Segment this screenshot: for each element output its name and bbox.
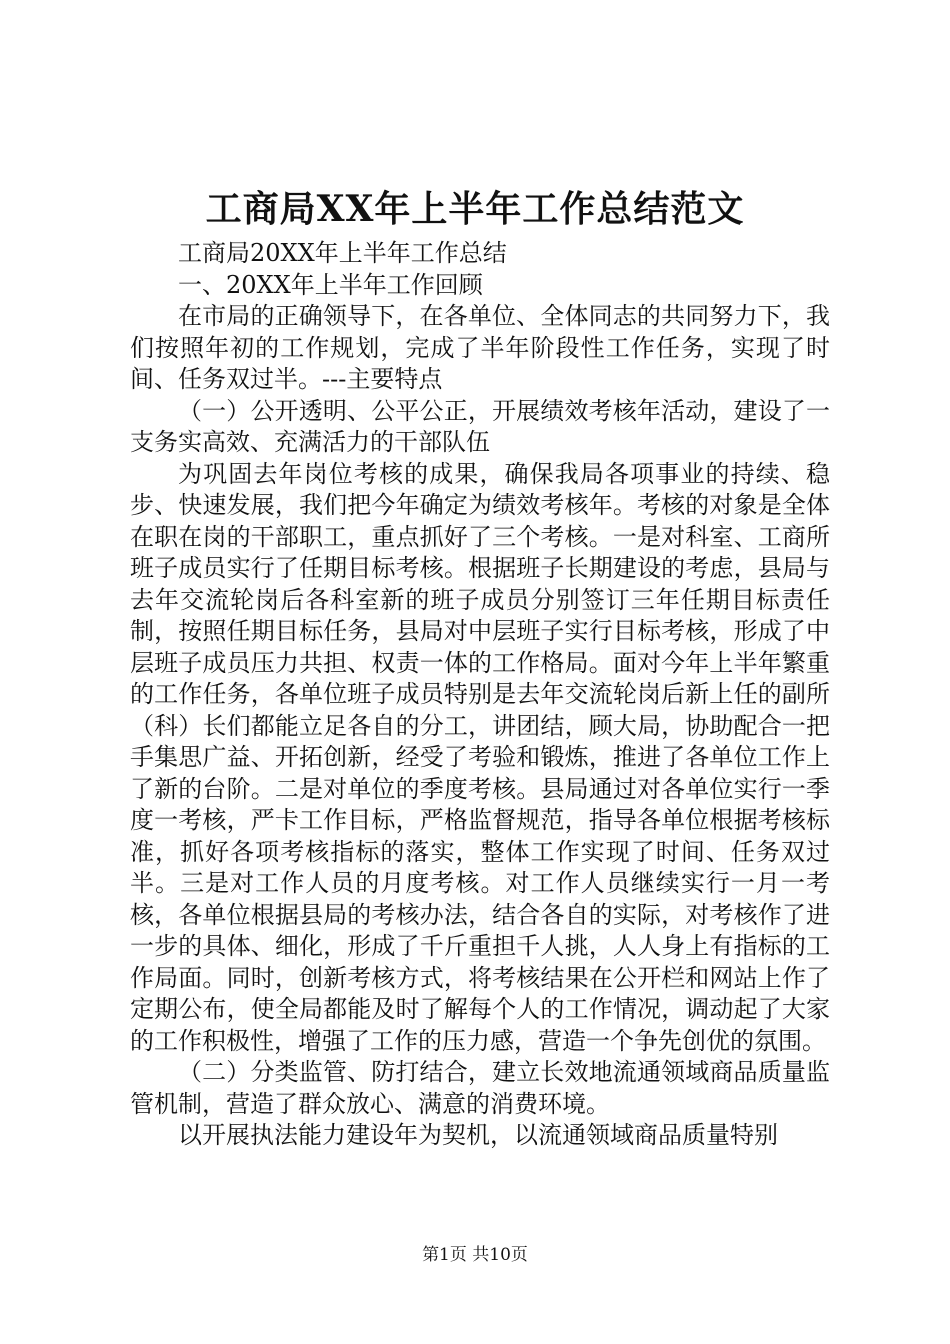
paragraph-subheading-1: （一）公开透明、公平公正，开展绩效考核年活动，建设了一支务实高效、充满活力的干部队伍 <box>130 396 830 456</box>
page-footer: 第1页 共10页 <box>422 1245 528 1265</box>
paragraph-section-heading: 一、20XX年上半年工作回顾 <box>178 270 483 299</box>
paragraph-assessment: 为巩固去年岗位考核的成果，确保我局各项事业的持续、稳步、快速发展，我们把今年确定为绩效考核年。考核的对象是全体在职在岗的干部职工，重点抓好了三个考核。一是对科室、工商所班子成员实行了任期目标考核。根据班子长期建设的考虑，县局与去年交流轮岗后各科室新的班子成员分别签订三年任期目标责任制，按照任期目标任务，县局对中层班子实行目标考核，形成了中层班子成员压力共担、权责一体的工作格局。面对今年上半年繁重的工作任务，各单位班子成员特别是去年交流轮岗后新上任的副所（科）长们都能立足各自的分工，讲团结，顾大局，协助配合一把手集思广益、开拓创新，经受了考验和锻炼，推进了各单位工作上了新的台阶。二是对单位的季度考核。县局通过对各单位实行一季度一考核，严卡工作目标，严格监督规范，指导各单位根据考核标准，抓好各项考核指标的落实，整体工作实现了时间、任务双过半。三是对工作人员的月度考核。对工作人员继续实行一月一考核，各单位根据县局的考核办法，结合各自的实际，对考核作了进一步的具体、细化，形成了千斤重担千人挑，人人身上有指标的工作局面。同时，创新考核方式，将考核结果在公开栏和网站上作了定期公布，使全局都能及时了解每个人的工作情况，调动起了大家的工作积极性，增强了工作的压力感，营造一个争先创优的氛围。 <box>130 459 830 1055</box>
paragraph-subheading-2: （二）分类监管、防打结合，建立长效地流通领域商品质量监管机制，营造了群众放心、满意的消费环境。 <box>130 1058 830 1118</box>
paragraph-intro: 在市局的正确领导下，在各单位、全体同志的共同努力下，我们按照年初的工作规划，完成了半年阶段性工作任务，实现了时间、任务双过半。---主要特点 <box>130 302 830 393</box>
document-title: 工商局XX年上半年工作总结范文 <box>205 188 745 230</box>
document-body <box>130 238 830 1152</box>
paragraph-subtitle: 工商局20XX年上半年工作总结 <box>178 239 507 267</box>
paragraph-continued: 以开展执法能力建设年为契机，以流通领域商品质量特别 <box>178 1121 778 1149</box>
